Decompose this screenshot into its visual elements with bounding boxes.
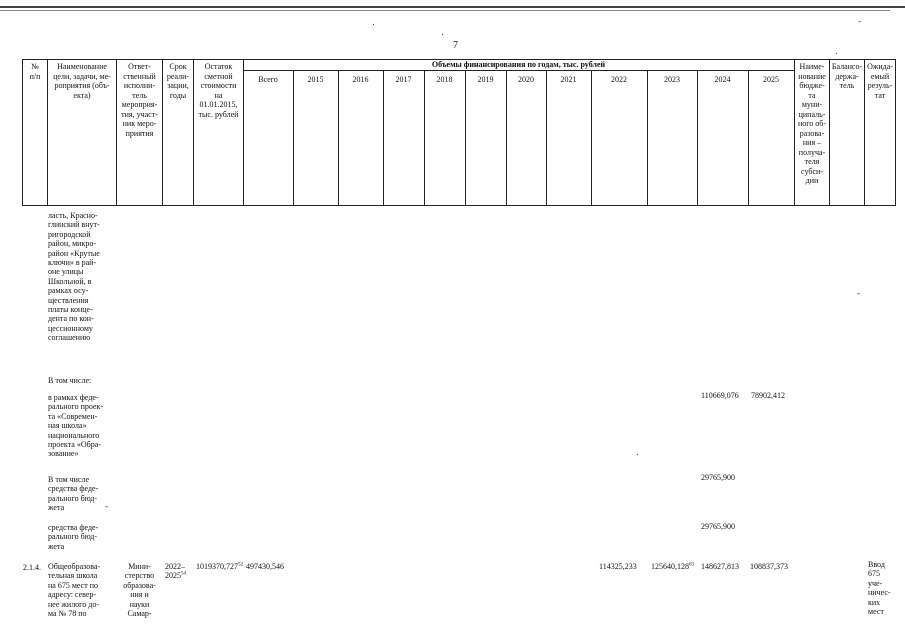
item-2022: 114325,233 bbox=[599, 562, 637, 571]
item-term: 2022– 2025$^{54}$ bbox=[165, 562, 186, 581]
funding-header: Объемы финансирования по годам, тыс. рублей bbox=[431, 60, 606, 69]
top-border-thin bbox=[0, 10, 890, 11]
col-num-header: № п/п bbox=[29, 62, 41, 81]
item-executor: Мини- стерство образова- ния и науки Самар- bbox=[123, 562, 156, 619]
col-line bbox=[591, 70, 592, 206]
col-year-header: 2017 bbox=[395, 75, 412, 84]
scan-speck: . bbox=[835, 47, 838, 57]
col-line bbox=[293, 70, 294, 206]
item-2024: 148627,813 bbox=[701, 562, 739, 571]
federal-funds-2024: 29765,900 bbox=[701, 522, 735, 531]
col-year-header: 2016 bbox=[352, 75, 369, 84]
item-2025: 108837,373 bbox=[750, 562, 788, 571]
header-bottom-line bbox=[22, 205, 896, 206]
incl-federal-2024: 29765,900 bbox=[701, 473, 735, 482]
col-year-header: 2019 bbox=[477, 75, 494, 84]
item-2023: 125640,128$^{63}$ bbox=[651, 562, 694, 571]
item-name: Общеобразова- тельная школа на 675 мест по адресу: север- нее жилого до- ма № 78 по bbox=[48, 562, 101, 619]
row-federal-funds-name: средства феде- рального бюд- жета bbox=[48, 523, 99, 551]
col-balance-header: Остаток сметной стоимости на 01.01.2015, тыс. рублей bbox=[198, 62, 239, 119]
item-number: 2.1.4. bbox=[23, 563, 41, 572]
col-executor-header: Ответ- ственный исполни- тель мероприя- тия, участ- ник меро- приятия bbox=[121, 62, 158, 138]
col-year-header: 2015 bbox=[307, 75, 324, 84]
col-line bbox=[424, 70, 425, 206]
col-name-header: Наименование цели, задачи, ме- роприятия (объ- екта) bbox=[53, 62, 111, 100]
scan-speck: . bbox=[441, 28, 444, 38]
scan-speck: . bbox=[372, 18, 375, 28]
col-line bbox=[338, 70, 339, 206]
item-result: Ввод 675 уче- ничес- ких мест bbox=[868, 560, 891, 617]
top-border bbox=[0, 6, 905, 8]
col-line bbox=[895, 59, 896, 206]
col-year-header: 2024 bbox=[714, 75, 731, 84]
row-incl-federal-name: В том числе средства феде- рального бюд- жета bbox=[48, 475, 99, 513]
col-year-header: 2025 bbox=[763, 75, 779, 84]
row-incl-label: В том числе: bbox=[48, 376, 92, 385]
col-line bbox=[546, 70, 547, 206]
col-line bbox=[506, 70, 507, 206]
col-year-header: 2021 bbox=[560, 75, 577, 84]
scan-speck: - bbox=[858, 17, 862, 27]
col-year-header: 2023 bbox=[664, 75, 680, 84]
scan-speck: - bbox=[105, 502, 109, 512]
page-number: 7 bbox=[453, 40, 458, 51]
scan-speck: . bbox=[636, 448, 639, 458]
col-line bbox=[748, 70, 749, 206]
funding-sub-line bbox=[243, 70, 794, 71]
col-line bbox=[465, 70, 466, 206]
col-result-header: Ожида- емый резуль- тат bbox=[867, 62, 893, 100]
item-balance: 1019370,727$^{52}$ bbox=[196, 562, 243, 571]
col-budget-header: Наиме- нование бюдже- та муни- ципаль- ного об- разова- ния – получа- теля субси- дии bbox=[797, 62, 827, 185]
col-year-header: 2020 bbox=[518, 75, 534, 84]
col-term-header: Срок реали- зации, годы bbox=[166, 62, 190, 100]
item-total: 497430,546 bbox=[246, 562, 284, 571]
col-line bbox=[383, 70, 384, 206]
col-line bbox=[647, 70, 648, 206]
row-continuation-name: ласть, Красно- глинский внут- ригородской район, микро- район «Крутые ключи» в рай- оне улицы Школьной, в рамках осу- ществления платы конце- дента по кон- цессионному соглашению bbox=[48, 211, 100, 343]
col-holder-header: Балансо- держа- тель bbox=[831, 62, 863, 90]
col-total-header: Всего bbox=[258, 75, 278, 84]
col-year-header: 2018 bbox=[436, 75, 453, 84]
row-federal-project-name: в рамках феде- рального проек- та «Современ- ная школа» национального проекта «Обра- зование» bbox=[48, 393, 104, 459]
col-line bbox=[22, 59, 23, 206]
federal-project-2025: 78902,412 bbox=[751, 391, 785, 400]
col-line bbox=[697, 70, 698, 206]
col-year-header: 2022 bbox=[611, 75, 627, 84]
scan-speck: - bbox=[857, 289, 861, 299]
federal-project-2024: 110669,076 bbox=[701, 391, 739, 400]
